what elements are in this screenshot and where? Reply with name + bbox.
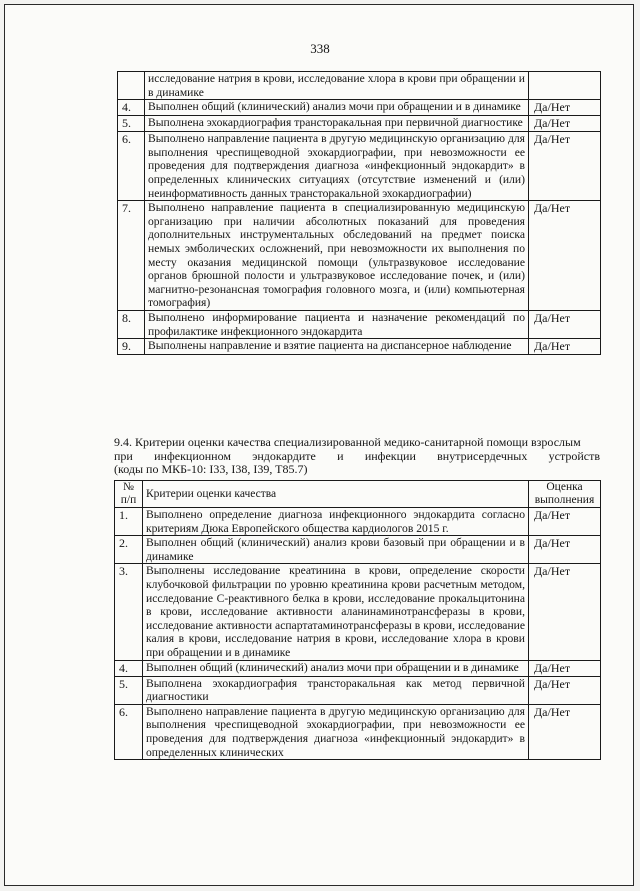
result-cell: Да/Нет: [529, 201, 601, 311]
table-row: [115, 536, 601, 564]
column-header-number: № п/п: [115, 481, 143, 508]
section-heading: [114, 436, 600, 477]
row-number: 4.: [115, 660, 143, 676]
criterion-text: Выполнено направление пациента в другую медицинскую организацию для выполнения чреспищеводной эхокардиографии, при невозможности ее проведения для подтверждения диагноза «инфекционный эндокардит» в определенных клинических ситуациях (отсутствие изменений и (или) неинформативность данных трансторакальной эхокардиографии): [145, 132, 529, 201]
row-number: [118, 72, 145, 100]
criterion-text: Выполнен общий (клинический) анализ крови базовый при обращении и в динамике: [143, 536, 529, 564]
section-heading-line: 9.4. Критерии оценки качества специализированной медико-санитарной помощи взрослым: [114, 435, 581, 449]
table-row: [118, 310, 601, 338]
table-row: [115, 660, 601, 676]
criteria-table: [114, 480, 601, 760]
criterion-text: Выполнено информирование пациента и назначение рекомендаций по профилактике инфекционного эндокардита: [145, 310, 529, 338]
result-cell: Да/Нет: [529, 310, 601, 338]
section-heading-line: (коды по МКБ-10: I33, I38, I39, T85.7): [114, 462, 308, 476]
table-row: [115, 508, 601, 536]
criterion-text: Выполнен общий (клинический) анализ мочи при обращении и в динамике: [143, 660, 529, 676]
row-number: 1.: [115, 508, 143, 536]
criterion-text: исследование натрия в крови, исследование хлора в крови при обращении и в динамике: [145, 72, 529, 100]
table-row: [118, 132, 601, 201]
column-header-result: Оценка выполнения: [529, 481, 601, 508]
table-row: [118, 116, 601, 132]
page-number: 338: [310, 41, 330, 56]
row-number: 4.: [118, 100, 145, 116]
result-cell: Да/Нет: [529, 536, 601, 564]
row-number: 2.: [115, 536, 143, 564]
column-header-criteria: Критерии оценки качества: [143, 481, 529, 508]
table-row: [118, 201, 601, 311]
result-cell: Да/Нет: [529, 660, 601, 676]
row-number: 6.: [115, 704, 143, 759]
criterion-text: Выполнено направление пациента в специализированную медицинскую организацию при наличии абсолютных показаний для проведения дополнительных инструментальных обследований на предмет поиска немых эмболических осложнений, при невозможности их выполнения по месту оказания медицинской помощи (ультразвуковое исследование органов брюшной полости и ультразвуковое исследование почек, и (или) магнитно-резонансная томография головного мозга, и (или) компьютерная томография): [145, 201, 529, 311]
criterion-text: Выполнены исследование креатинина в крови, определение скорости клубочковой фильтрации по уровню креатинина крови расчетным методом, исследование С-реактивного белка в крови, исследование прокальцитонина в крови, исследование активности аланинаминотрансферазы в крови, исследование активности аспартатаминотрансферазы в крови, исследование калия в крови, исследование натрия в крови, исследование хлора в крови при обращении и в динамике: [143, 564, 529, 660]
result-cell: Да/Нет: [529, 100, 601, 116]
table-row: [118, 100, 601, 116]
criteria-table-continued: [117, 71, 601, 355]
table-row: [118, 72, 601, 100]
table-header-row: [115, 481, 601, 508]
row-number: 6.: [118, 132, 145, 201]
row-number: 5.: [118, 116, 145, 132]
result-cell: Да/Нет: [529, 564, 601, 660]
result-cell: Да/Нет: [529, 132, 601, 201]
result-cell: [529, 72, 601, 100]
criterion-text: Выполнены направление и взятие пациента на диспансерное наблюдение: [145, 339, 529, 355]
criterion-text: Выполнено определение диагноза инфекционного эндокардита согласно критериям Дюка Европейского общества кардиологов 2015 г.: [143, 508, 529, 536]
row-number: 5.: [115, 676, 143, 704]
criterion-text: Выполнена эхокардиография трансторакальная как метод первичной диагностики: [143, 676, 529, 704]
row-number: 7.: [118, 201, 145, 311]
row-number: 9.: [118, 339, 145, 355]
criterion-text: Выполнен общий (клинический) анализ мочи при обращении и в динамике: [145, 100, 529, 116]
row-number: 8.: [118, 310, 145, 338]
result-cell: Да/Нет: [529, 508, 601, 536]
table-row: [115, 564, 601, 660]
row-number: 3.: [115, 564, 143, 660]
result-cell: Да/Нет: [529, 704, 601, 759]
criterion-text: Выполнена эхокардиография трансторакальная при первичной диагностике: [145, 116, 529, 132]
criterion-text: Выполнено направление пациента в другую медицинскую организацию для выполнения чреспищеводной эхокардиографии, при невозможности ее проведения для подтверждения диагноза «инфекционный эндокардит» в определенных клинических: [143, 704, 529, 759]
result-cell: Да/Нет: [529, 339, 601, 355]
table-row: [115, 676, 601, 704]
table-row: [115, 704, 601, 759]
table-row: [118, 339, 601, 355]
result-cell: Да/Нет: [529, 116, 601, 132]
section-heading-line: при инфекционном эндокардите и инфекции внутрисердечных устройств: [114, 448, 600, 463]
result-cell: Да/Нет: [529, 676, 601, 704]
